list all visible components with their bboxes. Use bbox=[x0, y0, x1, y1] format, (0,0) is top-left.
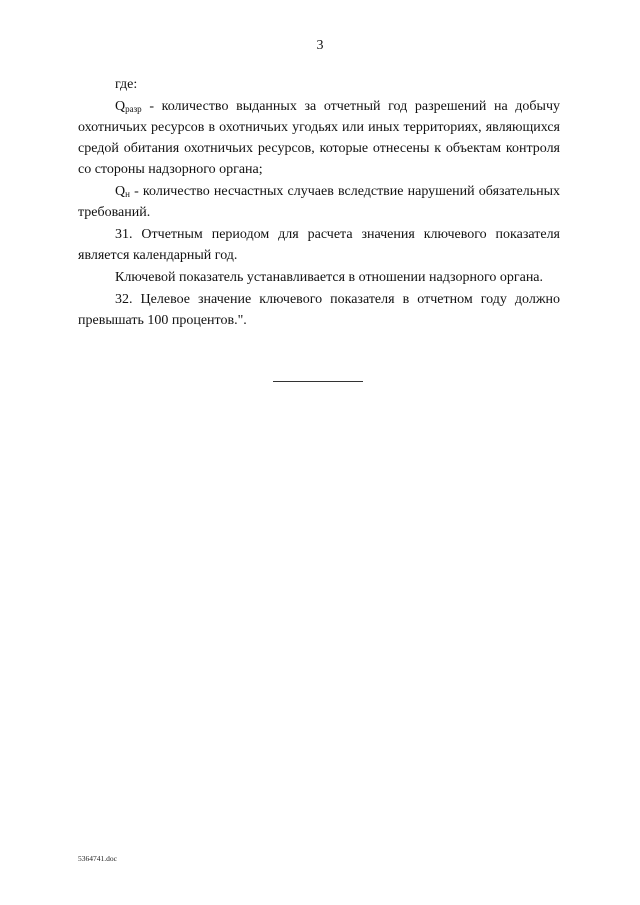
q-n-symbol: Q bbox=[115, 183, 126, 199]
q-n-definition bbox=[78, 182, 560, 224]
document-body bbox=[78, 75, 560, 334]
page-number: 3 bbox=[316, 38, 324, 53]
q-razr-subscript: разр bbox=[125, 104, 142, 115]
q-razr-definition bbox=[78, 97, 560, 180]
q-razr-definition-text: - количество выданных за отчетный год разрешений на добычу охотничьих ресурсов в охотничьих угодьях или иных территориях, являющихся средой обитания охотничьих ресурсов, которые отнесены к объектам контроля со стороны надзорного органа; bbox=[78, 99, 560, 177]
item-31: 31. Отчетным периодом для расчета значения ключевого показателя является календарный год. bbox=[78, 227, 560, 263]
item-32: 32. Целевое значение ключевого показателя в отчетном году должно превышать 100 процентов.". bbox=[78, 292, 560, 329]
end-separator-line bbox=[273, 381, 363, 382]
footer-file-name: 5364741.doc bbox=[78, 854, 117, 863]
where-label: где: bbox=[115, 77, 138, 92]
q-n-definition-text: - количество несчастных случаев вследствие нарушений обязательных требований. bbox=[78, 183, 560, 220]
indicator-statement: Ключевой показатель устанавливается в отношении надзорного органа. bbox=[115, 270, 544, 286]
q-n-subscript: н bbox=[125, 188, 130, 199]
q-razr-symbol: Q bbox=[115, 99, 126, 115]
